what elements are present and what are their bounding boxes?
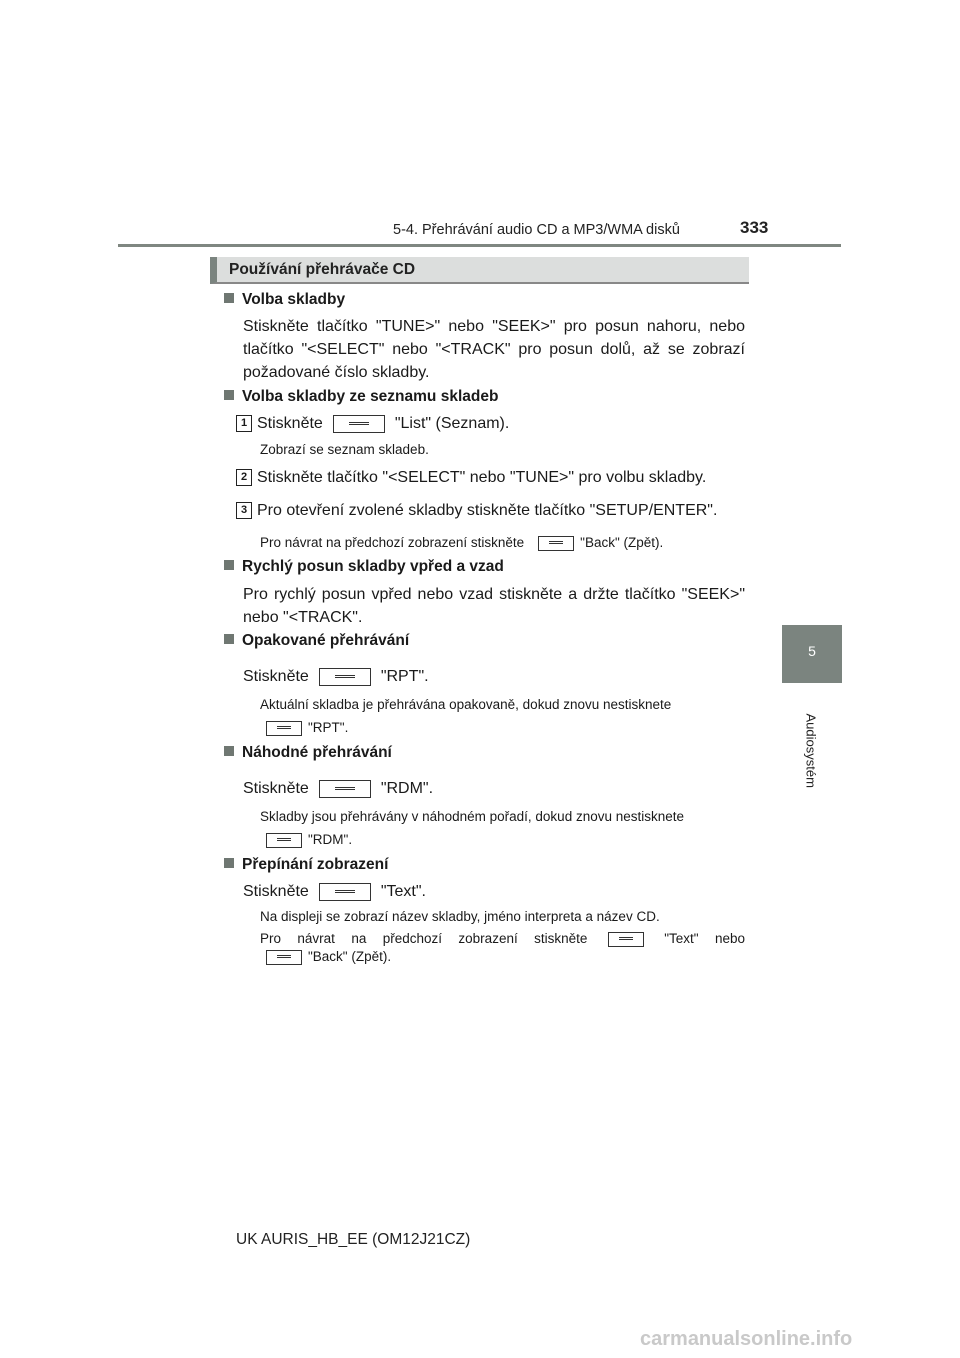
heading-text: Volba skladby [242, 291, 346, 308]
heading-track-list [224, 388, 498, 406]
section-title: Používání přehrávače CD [229, 261, 416, 278]
page-number: 333 [740, 218, 769, 237]
heading-text: Volba skladby ze seznamu skladeb [242, 388, 499, 405]
note-suffix: "RDM". [308, 832, 353, 847]
instruction-prefix: Stiskněte [243, 780, 309, 797]
step-1-suffix: "List" (Seznam). [394, 415, 510, 432]
random-note: Skladby jsou přehrávány v náhodném pořadí, dokud znovu nestisknete [260, 809, 685, 824]
chapter-tab [782, 625, 842, 683]
steering-switch-button-icon [266, 950, 302, 965]
step-1-prefix: Stiskněte [257, 415, 323, 432]
step-1 [236, 412, 509, 435]
steering-switch-button-icon [266, 721, 302, 736]
heading-random [224, 744, 392, 762]
heading-text: Náhodné přehrávání [242, 744, 392, 761]
step-2 [236, 466, 706, 489]
note-suffix: "Back" (Zpět). [580, 535, 664, 550]
chapter-label: Audiosystém [803, 713, 819, 788]
instruction-suffix: "Text". [380, 883, 426, 900]
heading-display [224, 856, 388, 874]
note-suffix: "Back" (Zpět). [308, 949, 392, 964]
steering-switch-button-icon [319, 883, 371, 901]
step-1-note: Zobrazí se seznam skladeb. [260, 442, 429, 457]
display-note-2-line2 [260, 946, 391, 968]
display-note-1: Na displeji se zobrazí název skladby, jméno interpreta a název CD. [260, 909, 660, 924]
step-number-1: 1 [236, 415, 252, 432]
step-2-text: Stiskněte tlačítko "<SELECT" nebo "TUNE>" pro volbu skladby. [257, 469, 707, 486]
footer-model-code: UK AURIS_HB_EE (OM12J21CZ) [236, 1231, 471, 1248]
heading-fast [224, 558, 504, 576]
fast-text: Pro rychlý posun vpřed nebo vzad stiskněte a držte tlačítko "SEEK>" nebo "<TRACK". [243, 586, 745, 626]
heading-text: Přepínání zobrazení [242, 856, 389, 873]
heading-text: Rychlý posun skladby vpřed a vzad [242, 558, 504, 575]
note-prefix: Pro návrat na předchozí zobrazení stiskněte [260, 535, 525, 550]
instruction-suffix: "RPT". [380, 668, 429, 685]
track-select-text: Stiskněte tlačítko "TUNE>" nebo "SEEK>" pro posun nahoru, nebo tlačítko "<SELECT" nebo "<TRACK" pro posun dolů, až se zobrazí požadované číslo skladby. [243, 318, 745, 381]
instruction-prefix: Stiskněte [243, 668, 309, 685]
bullet-square-icon [224, 560, 234, 570]
note-prefix: Pro návrat na předchozí zobrazení stiskněte [260, 931, 588, 946]
heading-repeat [224, 632, 409, 650]
note-suffix: "RPT". [308, 720, 349, 735]
repeat-note: Aktuální skladba je přehrávána opakovaně, dokud znovu nestisknete [260, 697, 672, 712]
bullet-square-icon [224, 858, 234, 868]
steering-switch-button-icon [608, 932, 644, 947]
steering-switch-button-icon [319, 668, 371, 686]
repeat-instruction [243, 665, 429, 688]
display-instruction [243, 880, 426, 903]
header-rule [118, 244, 841, 247]
bullet-square-icon [224, 746, 234, 756]
steering-switch-button-icon [333, 415, 385, 433]
bullet-square-icon [224, 390, 234, 400]
step-3-note [260, 532, 663, 554]
note-mid: "Text" nebo [664, 931, 745, 946]
instruction-prefix: Stiskněte [243, 883, 309, 900]
random-note-line2 [260, 829, 352, 851]
step-number-3: 3 [236, 502, 252, 519]
step-3-text: Pro otevření zvolené skladby stiskněte tlačítko "SETUP/ENTER". [257, 502, 718, 519]
section-title-bar [210, 257, 749, 284]
repeat-note-line2 [260, 717, 348, 739]
bullet-square-icon [224, 293, 234, 303]
steering-switch-button-icon [266, 833, 302, 848]
steering-switch-button-icon [319, 780, 371, 798]
chapter-number: 5 [808, 643, 816, 659]
step-3 [236, 499, 717, 522]
instruction-suffix: "RDM". [380, 780, 434, 797]
random-instruction [243, 777, 433, 800]
heading-track-select [224, 291, 345, 309]
bullet-square-icon [224, 634, 234, 644]
header-title: 5-4. Přehrávání audio CD a MP3/WMA disků [393, 222, 680, 238]
steering-switch-button-icon [538, 536, 574, 551]
heading-text: Opakované přehrávání [242, 632, 410, 649]
step-number-2: 2 [236, 469, 252, 486]
watermark: carmanualsonline.info [640, 1328, 853, 1350]
